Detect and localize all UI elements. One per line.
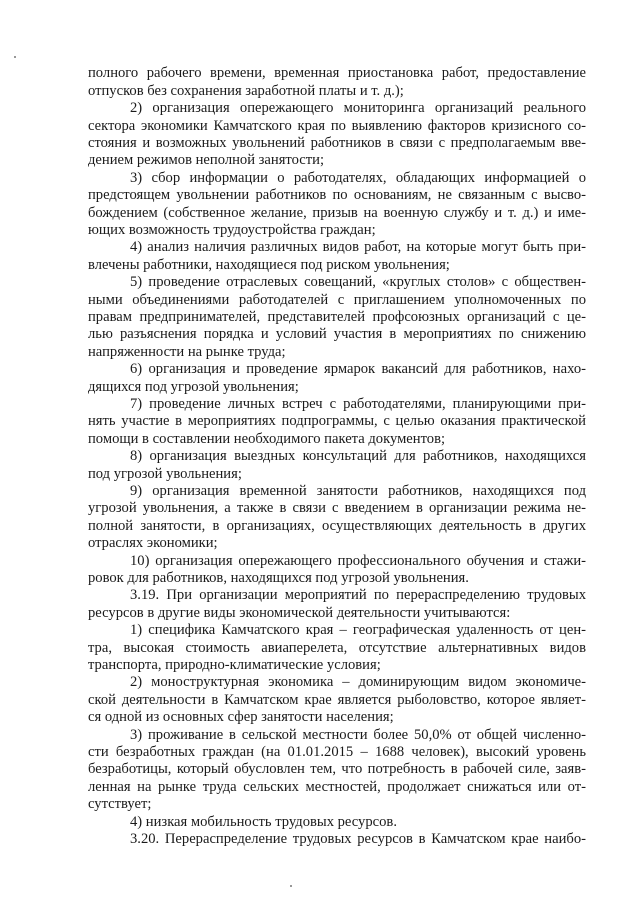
text-line: дением режимов неполной занятости;	[88, 152, 325, 168]
text-line: правам предпринимателей, представителей профсоюзных организаций с це-	[88, 309, 586, 325]
text-line: 9) организация временной занятости работников, находящихся под	[130, 483, 586, 499]
text-line: бождением (собственное желание, призыв на военную службу и т. д.) и име-	[88, 205, 586, 221]
scan-speck	[14, 56, 16, 58]
text-line: нять участие в мероприятиях подпрограммы, с целью оказания практической	[88, 413, 586, 429]
text-line: влечены работники, находящиеся под риском увольнения;	[88, 257, 450, 273]
text-line: сти безработных граждан (на 01.01.2015 – 1688 человек), высокий уровень	[88, 744, 586, 760]
text-line: ресурсов в другие виды экономической деятельности учитываются:	[88, 605, 511, 621]
text-line: 4) анализ наличия различных видов работ, на которые могут быть при-	[130, 239, 586, 255]
text-line: напряженности на рынке труда;	[88, 344, 286, 360]
text-line: 6) организация и проведение ярмарок вакансий для работников, нахо-	[130, 361, 586, 377]
text-line: ными объединениями работодателей с приглашением уполномоченных по	[88, 292, 586, 308]
text-line: угрозой увольнения, а также в связи с введением в организации режима не-	[88, 500, 586, 516]
text-line: 1) специфика Камчатского края – географическая удаленность от цен-	[130, 622, 586, 638]
text-line: 3.20. Перераспределение трудовых ресурсов в Камчатском крае наибо-	[130, 831, 586, 847]
text-line: предстоящем увольнении работников по основаниям, не связанным с высво-	[88, 187, 586, 203]
text-line: транспорта, природно-климатические условия;	[88, 657, 381, 673]
text-line: ской деятельности в Камчатском крае является рыболовство, которое являет-	[88, 692, 586, 708]
text-line: отпусков без сохранения заработной платы и т. д.);	[88, 83, 404, 99]
text-line: стояния и возможных увольнений работников в связи с предполагаемым вве-	[88, 135, 586, 151]
text-line: 10) организация опережающего профессионального обучения и стажи-	[130, 553, 586, 569]
text-line: безработицы, который обусловлен тем, что потребность в рабочей силе, заяв-	[88, 761, 586, 777]
scan-speck	[290, 885, 292, 887]
text-line: помощи в составлении необходимого пакета документов;	[88, 431, 446, 447]
text-line: тра, высокая стоимость авиаперелета, отсутствие альтернативных видов	[88, 640, 586, 656]
text-line: лью разъяснения порядка и условий участия в мероприятиях по снижению	[88, 326, 586, 342]
text-line: 3) сбор информации о работодателях, обладающих информацией о	[130, 170, 586, 186]
text-line: 8) организация выездных консультаций для работников, находящихся	[130, 448, 586, 464]
text-line: полного рабочего времени, временная приостановка работ, предоставление	[88, 65, 586, 81]
text-line: 7) проведение личных встреч с работодателями, планирующими при-	[130, 396, 586, 412]
text-line: сутствует;	[88, 796, 152, 812]
text-line: ся одной из основных сфер занятости населения;	[88, 709, 394, 725]
text-line: ровок для работников, находящихся под угрозой увольнения.	[88, 570, 469, 586]
text-line: 3) проживание в сельской местности более 50,0% от общей численно-	[130, 727, 586, 743]
text-line: отраслях экономики;	[88, 535, 218, 551]
text-line: 3.19. При организации мероприятий по перераспределению трудовых	[130, 587, 586, 603]
text-line: ленная на рынке труда сельских местностей, продолжает снижаться или от-	[88, 779, 586, 795]
text-line: 5) проведение отраслевых совещаний, «круглых столов» с обществен-	[130, 274, 586, 290]
text-line: 2) моноструктурная экономика – доминирующим видом экономиче-	[130, 674, 586, 690]
text-line: 2) организация опережающего мониторинга организаций реального	[130, 100, 586, 116]
text-line: полной занятости, в организациях, осуществляющих деятельность в других	[88, 518, 586, 534]
text-line: ющих возможность трудоустройства граждан;	[88, 222, 376, 238]
text-line: сектора экономики Камчатского края по выявлению факторов кризисного со-	[88, 118, 586, 134]
text-line: дящихся под угрозой увольнения;	[88, 379, 299, 395]
text-line: 4) низкая мобильность трудовых ресурсов.	[130, 814, 397, 830]
text-line: под угрозой увольнения;	[88, 466, 242, 482]
